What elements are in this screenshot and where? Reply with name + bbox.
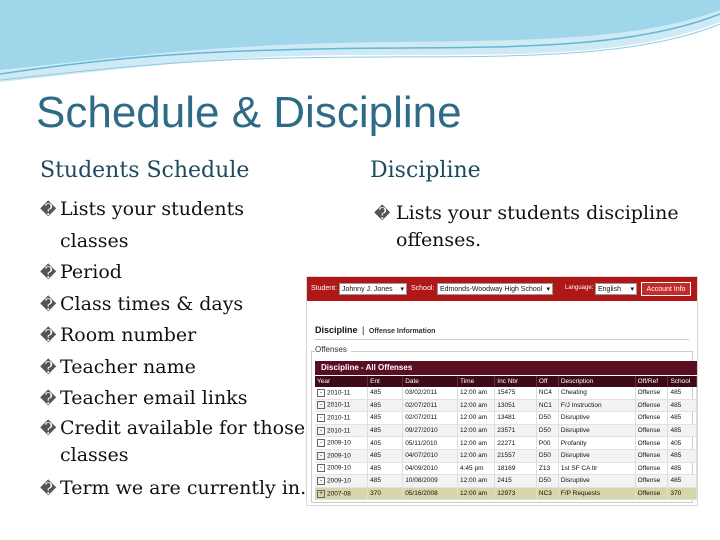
table-cell: 485 (368, 449, 403, 462)
bullet-item: � Class times & days (40, 289, 310, 321)
table-cell: D50 (536, 412, 558, 425)
table-cell: 21557 (495, 449, 537, 462)
collapse-icon[interactable]: - (317, 439, 325, 447)
column-header[interactable]: Time (458, 376, 495, 387)
column-header[interactable]: Off/Ref (635, 376, 668, 387)
table-cell: Offense (635, 462, 668, 475)
wave-header-decoration (0, 0, 720, 90)
bullet-item: � Credit available for those classes (40, 415, 310, 469)
table-cell: 22271 (495, 437, 537, 450)
table-cell: 12:00 am (458, 387, 495, 399)
schedule-heading: Students Schedule (40, 158, 250, 183)
table-cell: 485 (368, 475, 403, 488)
bullet-item: � Period (40, 257, 310, 289)
bullet-glyph: � (40, 294, 57, 314)
collapse-icon[interactable]: - (317, 477, 325, 485)
offenses-legend: Offenses (315, 345, 351, 354)
table-row[interactable] (315, 399, 697, 412)
table-cell: - 2009-10 (315, 437, 368, 450)
slide-title: Schedule & Discipline (36, 88, 462, 137)
table-cell: - 2009-10 (315, 449, 368, 462)
collapse-icon[interactable]: - (317, 414, 325, 422)
language-label: Language: (565, 285, 594, 291)
column-header[interactable]: Date (403, 376, 458, 387)
table-cell: - 2010-11 (315, 399, 368, 412)
table-body (315, 387, 697, 500)
collapse-icon[interactable]: - (317, 401, 325, 409)
table-cell: 13481 (495, 412, 537, 425)
table-cell: 485 (668, 399, 697, 412)
table-cell: 370 (368, 487, 403, 500)
table-header-row (315, 376, 697, 387)
table-cell: Disruptive (558, 424, 635, 437)
table-cell: 4:45 pm (458, 462, 495, 475)
discipline-bullet (374, 200, 694, 254)
table-cell: 23571 (495, 424, 537, 437)
table-cell: 04/07/2010 (403, 449, 458, 462)
bullet-glyph: � (40, 478, 57, 498)
table-cell: D50 (536, 424, 558, 437)
tab-offense-information[interactable]: Offense Information (368, 328, 436, 335)
table-cell: 2415 (495, 475, 537, 488)
bullet-glyph: � (40, 418, 57, 438)
table-cell: - 2010-11 (315, 424, 368, 437)
table-cell: 15475 (495, 387, 537, 399)
table-row[interactable] (315, 437, 697, 450)
table-row[interactable] (315, 387, 697, 399)
table-row[interactable] (315, 487, 697, 500)
table-cell: 485 (368, 412, 403, 425)
table-cell: D50 (536, 475, 558, 488)
table-cell: 02/07/2011 (403, 412, 458, 425)
collapse-icon[interactable]: - (317, 427, 325, 435)
table-cell: 10/08/2009 (403, 475, 458, 488)
bullet-item: � Term we are currently in. (40, 473, 310, 505)
table-cell: Offense (635, 387, 668, 399)
table-cell: 485 (368, 399, 403, 412)
tab-separator: | (362, 325, 365, 335)
table-cell: 12:00 am (458, 424, 495, 437)
table-cell: D50 (536, 449, 558, 462)
top-bar (307, 277, 697, 301)
student-select[interactable]: Johnny J. Jones ▾ (339, 283, 407, 295)
bullet-glyph: � (40, 357, 57, 377)
column-header[interactable]: School (668, 376, 697, 387)
column-header[interactable]: Description (558, 376, 635, 387)
table-cell: NC4 (536, 387, 558, 399)
table-cell: 12:00 am (458, 475, 495, 488)
bullet-item: � Teacher email links (40, 383, 310, 415)
table-cell: Disruptive (558, 412, 635, 425)
table-cell: - 2009-10 (315, 475, 368, 488)
discipline-heading: Discipline (370, 158, 481, 183)
table-cell: Offense (635, 412, 668, 425)
table-cell: Offense (635, 449, 668, 462)
bullet-item: � Lists your students classes (40, 194, 310, 257)
table-cell: NC3 (536, 487, 558, 500)
page-tabs (315, 325, 437, 335)
table-cell: 04/09/2010 (403, 462, 458, 475)
collapse-icon[interactable]: - (317, 464, 325, 472)
table-cell: Offense (635, 487, 668, 500)
bullet-glyph: � (40, 389, 57, 408)
table-cell: Disruptive (558, 475, 635, 488)
tab-divider (315, 339, 689, 340)
table-cell: 485 (668, 412, 697, 425)
bullet-item: � Room number (40, 320, 310, 352)
collapse-icon[interactable]: - (317, 389, 325, 397)
table-row[interactable] (315, 462, 697, 475)
table-cell: 12:00 am (458, 487, 495, 500)
account-info-button[interactable]: Account Info (641, 282, 691, 296)
table-row[interactable] (315, 424, 697, 437)
table-cell: + 2007-08 (315, 487, 368, 500)
table-cell: 485 (368, 462, 403, 475)
table-cell: 03/02/2011 (403, 387, 458, 399)
expand-icon[interactable]: + (317, 490, 325, 498)
bullet-item: � Teacher name (40, 352, 310, 384)
table-row[interactable] (315, 449, 697, 462)
column-header[interactable]: Ent (368, 376, 403, 387)
table-cell: Disruptive (558, 449, 635, 462)
table-cell: 370 (668, 487, 697, 500)
collapse-icon[interactable]: - (317, 452, 325, 460)
discipline-bullet-text: Lists your students discipline offenses. (396, 202, 679, 251)
table-cell: - 2009-10 (315, 462, 368, 475)
column-header[interactable]: Year (315, 376, 368, 387)
offenses-table (315, 376, 697, 500)
column-header[interactable]: Inc Nbr (495, 376, 537, 387)
table-cell: 405 (368, 437, 403, 450)
table-cell: Profanity (558, 437, 635, 450)
table-cell: - 2010-11 (315, 387, 368, 399)
bullet-glyph: � (40, 200, 57, 219)
bullet-glyph: � (40, 263, 57, 282)
table-cell: - 2010-11 (315, 412, 368, 425)
table-cell: 05/16/2008 (403, 487, 458, 500)
table-row[interactable] (315, 475, 697, 488)
table-cell: P00 (536, 437, 558, 450)
table-cell: 1st SF CA ltr (558, 462, 635, 475)
table-cell: 13051 (495, 399, 537, 412)
table-cell: 12:00 am (458, 449, 495, 462)
schedule-bullet-list (40, 194, 310, 504)
table-cell: 485 (368, 424, 403, 437)
table-cell: 405 (668, 437, 697, 450)
table-cell: Z13 (536, 462, 558, 475)
table-cell: 12:00 am (458, 437, 495, 450)
table-cell: Offense (635, 475, 668, 488)
table-cell: Offense (635, 437, 668, 450)
student-label: Student: (311, 285, 338, 292)
table-cell: 485 (668, 424, 697, 437)
table-cell: Offense (635, 424, 668, 437)
bullet-glyph: � (374, 204, 391, 223)
table-cell: 09/27/2010 (403, 424, 458, 437)
table-cell: 02/07/2011 (403, 399, 458, 412)
table-cell: F/J Instruction (558, 399, 635, 412)
table-cell: 485 (368, 387, 403, 399)
table-cell: 12:00 am (458, 412, 495, 425)
table-row[interactable] (315, 412, 697, 425)
school-select[interactable]: Edmonds-Woodway High School ▾ (437, 283, 553, 295)
bullet-glyph: � (40, 326, 57, 345)
table-cell: 485 (668, 387, 697, 399)
table-cell: 05/11/2010 (403, 437, 458, 450)
table-cell: F/P Requests (558, 487, 635, 500)
table-cell: Offense (635, 399, 668, 412)
table-cell: 485 (668, 462, 697, 475)
tab-discipline[interactable]: Discipline (315, 325, 358, 335)
table-cell: 485 (668, 475, 697, 488)
column-header[interactable]: Off (536, 376, 558, 387)
table-cell: NC1 (536, 399, 558, 412)
grid-title: Discipline - All Offenses (315, 361, 697, 375)
table-cell: 12:00 am (458, 399, 495, 412)
table-cell: 18169 (495, 462, 537, 475)
table-cell: 485 (668, 449, 697, 462)
language-select[interactable]: English ▾ (595, 283, 637, 295)
table-cell: Cheating (558, 387, 635, 399)
school-label: School: (411, 285, 435, 292)
table-cell: 12973 (495, 487, 537, 500)
discipline-screenshot (306, 276, 698, 506)
